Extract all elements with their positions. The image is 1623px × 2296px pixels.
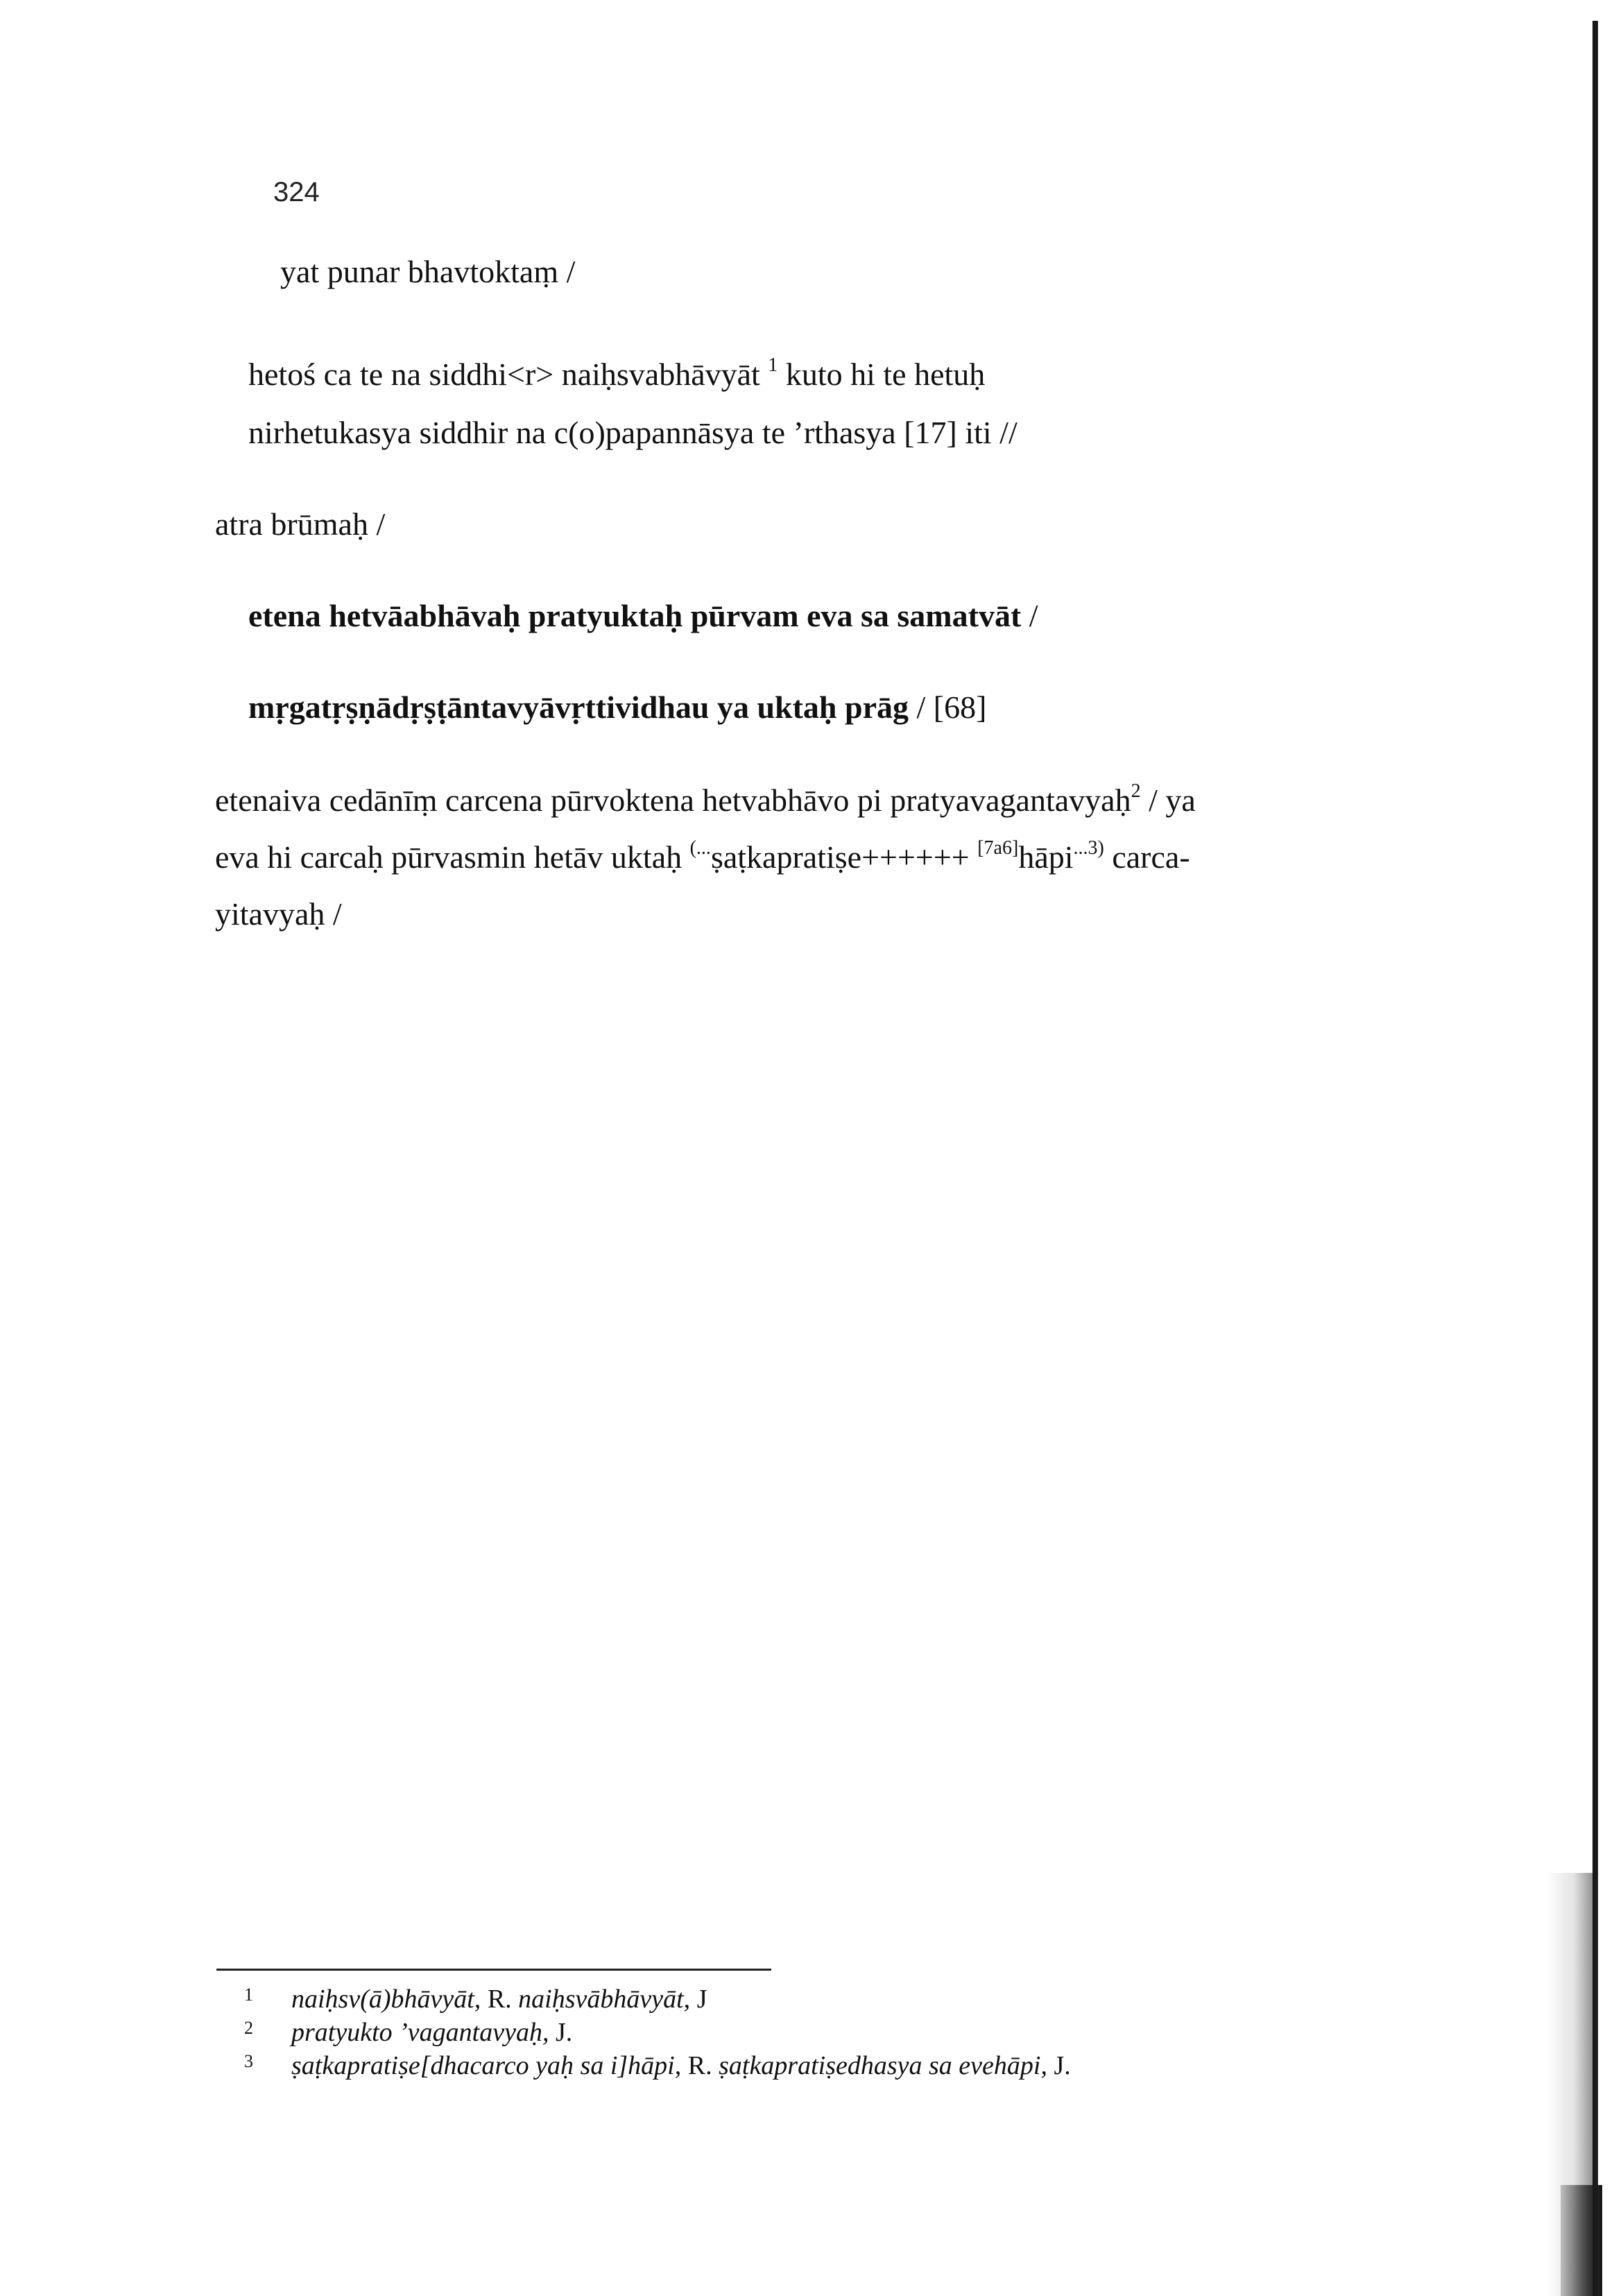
- footnote-2-siglum: J.: [549, 2018, 573, 2047]
- root-verse-line-2-bold: mṛgatṛṣṇādṛṣṭāntavyāvṛttividhau ya uktaḥ prāg: [248, 689, 909, 725]
- commentary-line-1: [215, 780, 1196, 821]
- footnote-3-siglum-r: R.: [681, 2051, 719, 2080]
- verse-line-1-text: hetoś ca te na siddhi<r> naiḥsvabhāvyāt: [248, 357, 760, 392]
- footnote-1-reading-j: naiḥsvābhāvyāt,: [518, 1985, 691, 2014]
- root-verse-line-1: [248, 595, 1038, 637]
- folio-marker: [7a6]: [977, 837, 1019, 859]
- footnote-1: [244, 1982, 707, 2016]
- footnote-ref-3-open: (...: [689, 837, 711, 859]
- commentary-line-2: [215, 837, 1190, 878]
- footnote-3: [244, 2049, 1071, 2082]
- commentary-line-1-text: etenaiva cedānīṃ carcena pūrvoktena hetvabhāvo pi pratyavagantavyaḥ: [215, 782, 1131, 818]
- page-number: 324: [273, 177, 320, 207]
- text-line-1-content: yat punar bhavtoktaṃ /: [280, 254, 576, 289]
- commentary-line-2-text: eva hi carcaḥ pūrvasmin hetāv uktaḥ: [215, 839, 682, 875]
- footnote-2: [244, 2016, 572, 2049]
- footnote-separator: [216, 1969, 771, 1971]
- footnote-3-siglum-j: J.: [1047, 2051, 1071, 2080]
- verse-line-1-text-end: kuto hi te hetuḥ: [785, 357, 986, 392]
- footnote-1-reading-r: naiḥsv(ā)bhāvyāt,: [291, 1985, 481, 2014]
- footnote-ref-1: 1: [768, 354, 778, 376]
- footnote-2-number: 2: [244, 2018, 253, 2038]
- commentary-line-2-lacuna: ṣaṭkapratiṣe++++++: [710, 839, 970, 875]
- verse-line-2-text: nirhetukasya siddhir na c(o)papannāsya te ’rthasya [17] iti //: [248, 415, 1017, 450]
- root-verse-line-1-bold: etena hetvāabhāvaḥ pratyuktaḥ pūrvam eva sa samatvāt: [248, 598, 1022, 633]
- book-spine-edge: [1592, 21, 1598, 2296]
- footnote-1-siglum-r: R.: [481, 1985, 519, 2014]
- commentary-line-3-text: yitavyaḥ /: [215, 896, 342, 932]
- root-verse-line-2: [248, 687, 986, 728]
- footnote-ref-3-close: ...3): [1073, 837, 1104, 859]
- root-verse-line-2-end: / [68]: [916, 689, 987, 725]
- commentary-intro: [215, 504, 385, 545]
- commentary-line-3: [215, 893, 342, 935]
- footnote-3-reading-r: ṣaṭkapratiṣe[dhacarco yaḥ sa i]hāpi,: [291, 2051, 682, 2080]
- commentary-intro-text: atra brūmaḥ /: [215, 506, 386, 542]
- footnote-3-reading-j: ṣaṭkapratiṣedhasya sa evehāpi,: [719, 2051, 1047, 2080]
- verse-line-1: [248, 354, 985, 395]
- text-line-1: [280, 251, 575, 293]
- footnote-1-siglum-j: J: [690, 1985, 707, 2014]
- footnote-2-reading: pratyukto ’vagantavyaḥ,: [291, 2018, 549, 2047]
- root-verse-line-1-danda: /: [1029, 598, 1038, 633]
- verse-line-2: [248, 412, 1017, 454]
- footnote-1-number: 1: [244, 1985, 253, 2005]
- footnote-3-number: 3: [244, 2051, 253, 2071]
- footnote-ref-2: 2: [1131, 780, 1141, 802]
- commentary-line-2-end: carca-: [1112, 839, 1190, 875]
- commentary-line-2-cont: hāpi: [1018, 839, 1074, 875]
- commentary-line-1-end: / ya: [1149, 782, 1196, 818]
